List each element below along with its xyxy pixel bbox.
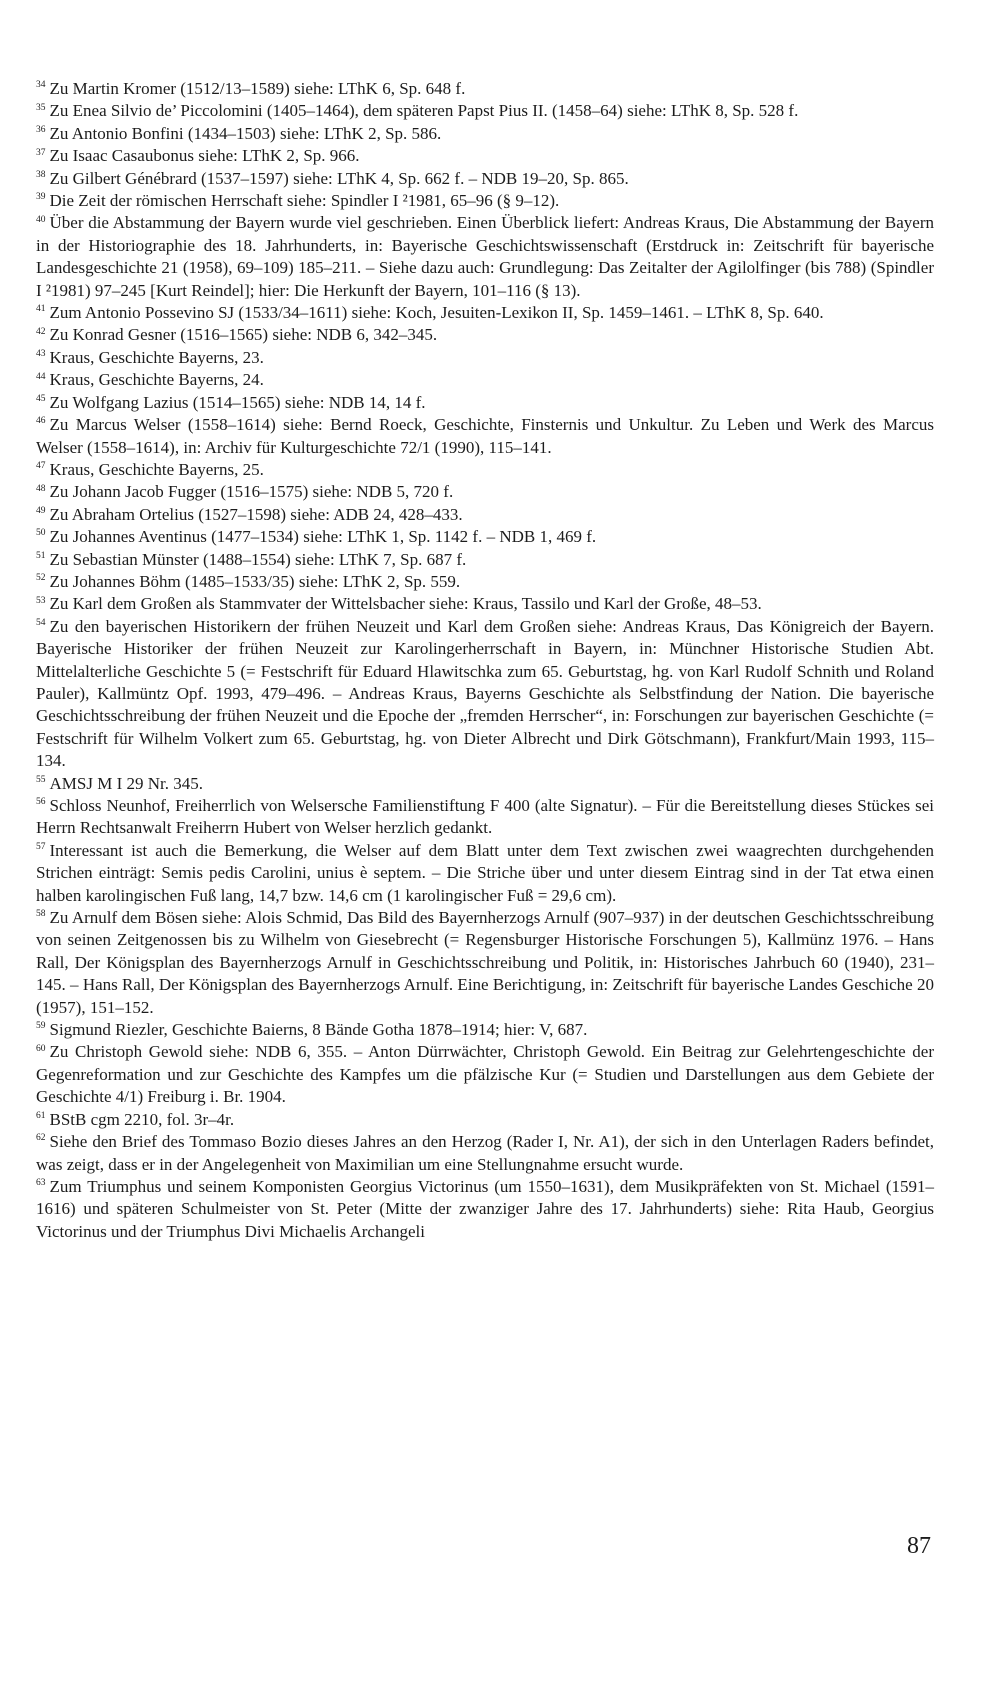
footnote-50 (36, 526, 934, 548)
footnote-number: 57 (36, 842, 46, 853)
footnote-52 (36, 571, 934, 593)
footnote-number: 34 (36, 80, 46, 91)
footnote-text: Zu Enea Silvio de’ Piccolomini (1405–1464), dem späteren Papst Pius II. (1458–64) siehe: LThK 8, Sp. 528 f. (49, 101, 799, 121)
footnote-number: 60 (36, 1043, 46, 1054)
footnote-57 (36, 840, 934, 907)
footnote-number: 55 (36, 774, 46, 785)
footnote-39 (36, 190, 934, 212)
footnote-number: 51 (36, 550, 46, 561)
footnote-text: Zu Karl dem Großen als Stammvater der Wittelsbacher siehe: Kraus, Tassilo und Karl der Große, 48–53. (49, 594, 762, 614)
footnote-text: Kraus, Geschichte Bayerns, 23. (49, 347, 264, 367)
footnote-38 (36, 168, 934, 190)
footnote-text: Zu Antonio Bonfini (1434–1503) siehe: LThK 2, Sp. 586. (49, 123, 442, 143)
footnote-text: Zu Christoph Gewold siehe: NDB 6, 355. – Anton Dürrwächter, Christoph Gewold. Ein Beitrag zur Gelehrtengeschichte der Gegenreformation und zur Geschichte des Kampfes um die pfälzische Kur (= Studien und Darstellungen aus dem Gebiete der Geschichte 4/1) Freiburg i. Br. 1904. (36, 1042, 934, 1107)
footnote-34 (36, 78, 934, 100)
footnote-text: Kraus, Geschichte Bayerns, 25. (49, 459, 264, 479)
footnote-number: 41 (36, 304, 46, 315)
footnote-number: 45 (36, 394, 46, 405)
footnote-53 (36, 593, 934, 615)
footnote-text: Zu Isaac Casaubonus siehe: LThK 2, Sp. 966. (49, 146, 360, 166)
footnote-number: 49 (36, 506, 46, 517)
footnote-35 (36, 100, 934, 122)
footnote-text: Zu Konrad Gesner (1516–1565) siehe: NDB 6, 342–345. (49, 325, 438, 345)
footnote-40 (36, 212, 934, 302)
footnote-text: Zu Marcus Welser (1558–1614) siehe: Bernd Roeck, Geschichte, Finsternis und Unkultur. Zu Leben und Werk des Marcus Welser (1558–1614), in: Archiv für Kulturgeschichte 72/1 (1990), 115–141. (36, 415, 934, 457)
footnote-text: Sigmund Riezler, Geschichte Baierns, 8 Bände Gotha 1878–1914; hier: V, 687. (49, 1020, 588, 1040)
footnote-46 (36, 414, 934, 459)
footnote-number: 40 (36, 214, 46, 225)
footnote-text: Die Zeit der römischen Herrschaft siehe: Spindler I ²1981, 65–96 (§ 9–12). (49, 191, 560, 211)
footnote-number: 46 (36, 416, 46, 427)
footnote-62 (36, 1131, 934, 1176)
footnote-63 (36, 1176, 934, 1243)
footnote-number: 42 (36, 326, 46, 337)
footnote-text: Schloss Neunhof, Freiherrlich von Welsersche Familienstiftung F 400 (alte Signatur). – Für die Bereitstellung dieses Stückes sei Herrn Rechtsanwalt Freiherrn Hubert von Welser herzlich gedankt. (36, 796, 934, 838)
footnote-number: 48 (36, 483, 46, 494)
footnote-42 (36, 324, 934, 346)
footnote-text: Siehe den Brief des Tommaso Bozio dieses Jahres an den Herzog (Rader I, Nr. A1), der sich in den Unterlagen Raders befindet, was zeigt, dass er in der Angelegenheit von Maximilian um eine Stellungnahme ersucht wurde. (36, 1132, 934, 1174)
footnote-text: Zu Wolfgang Lazius (1514–1565) siehe: NDB 14, 14 f. (49, 392, 426, 412)
footnote-number: 52 (36, 573, 46, 584)
footnote-56 (36, 795, 934, 840)
footnote-number: 59 (36, 1021, 46, 1032)
footnote-text: Zu den bayerischen Historikern der frühen Neuzeit und Karl dem Großen siehe: Andreas Kraus, Das Königreich der Bayern. Bayerische Historiker der frühen Neuzeit zur Karolingerherrschaft in Bayern, in: Münchner Historische Studien Abt. Mittelalterliche Geschichte 5 (= Festschrift für Eduard Hlawitschka zum 65. Geburtstag, hg. von Karl Rudolf Schnith und Roland Pauler), Kallmüntz Opf. 1993, 479–496. – Andreas Kraus, Bayerns Geschichte als Selbstfindung der Nation. Die bayerische Geschichtsschreibung der frühen Neuzeit und die Epoche der „fremden Herrscher“, in: Forschungen zur bayerischen Geschichte (= Festschrift für Wilhelm Volkert zum 65. Geburtstag, hg. von Dieter Albrecht und Dirk Götschmann), Frankfurt/Main 1993, 115–134. (36, 616, 934, 771)
footnote-number: 56 (36, 797, 46, 808)
footnote-44 (36, 369, 934, 391)
footnote-number: 39 (36, 192, 46, 203)
footnote-59 (36, 1019, 934, 1041)
footnote-text: Zu Martin Kromer (1512/13–1589) siehe: LThK 6, Sp. 648 f. (49, 79, 466, 98)
footnote-47 (36, 459, 934, 481)
footnote-text: Interessant ist auch die Bemerkung, die Welser auf dem Blatt unter dem Text zwischen zwei waagrechten durchgehenden Strichen einträgt: Semis pedis Carolini, unius è septem. – Die Striche über und unter diesem Eintrag sind in der Tat etwa einen halben karolingischen Fuß lang, 14,7 bzw. 14,6 cm (1 karolingischer Fuß = 29,6 cm). (36, 840, 934, 905)
footnote-number: 44 (36, 371, 46, 382)
page-number: 87 (907, 1533, 931, 1559)
footnote-text: Zu Gilbert Génébrard (1537–1597) siehe: LThK 4, Sp. 662 f. – NDB 19–20, Sp. 865. (49, 168, 629, 188)
footnote-text: BStB cgm 2210, fol. 3r–4r. (49, 1109, 235, 1129)
footnote-number: 54 (36, 618, 46, 629)
footnote-51 (36, 549, 934, 571)
footnote-number: 58 (36, 909, 46, 920)
footnote-text: Zu Arnulf dem Bösen siehe: Alois Schmid, Das Bild des Bayernherzogs Arnulf (907–937) in der deutschen Geschichtsschreibung von seinen Zeitgenossen bis zu Wilhelm von Giesebrecht (= Regensburger Historische Forschungen 5), Kallmünz 1976. – Hans Rall, Der Königsplan des Bayernherzogs Arnulf in Geschichtsschreibung und Politik, in: Historisches Jahrbuch 60 (1940), 231–145. – Hans Rall, Der Königsplan des Bayernherzogs Arnulf. Eine Berichtigung, in: Zeitschrift für bayerische Landes Geschiche 20 (1957), 151–152. (36, 908, 934, 1017)
footnote-number: 50 (36, 528, 46, 539)
footnotes-list (36, 78, 934, 1243)
footnote-number: 35 (36, 102, 46, 113)
footnote-number: 43 (36, 349, 46, 360)
footnote-number: 63 (36, 1178, 46, 1189)
footnote-54 (36, 616, 934, 773)
footnote-text: AMSJ M I 29 Nr. 345. (49, 773, 203, 793)
footnote-58 (36, 907, 934, 1019)
footnote-number: 53 (36, 595, 46, 606)
footnote-60 (36, 1041, 934, 1108)
footnote-49 (36, 504, 934, 526)
footnote-43 (36, 347, 934, 369)
footnote-text: Zum Antonio Possevino SJ (1533/34–1611) siehe: Koch, Jesuiten-Lexikon II, Sp. 1459–1461. – LThK 8, Sp. 640. (49, 303, 824, 323)
footnote-text: Über die Abstammung der Bayern wurde viel geschrieben. Einen Überblick liefert: Andreas Kraus, Die Abstammung der Bayern in der Historiographie des 18. Jahrhunderts, in: Bayerische Geschichtswissenschaft (Erstdruck in: Zeitschrift für bayerische Landesgeschichte 21 (1958), 69–109) 185–211. – Siehe dazu auch: Grundlegung: Das Zeitalter der Agilolfinger (bis 788) (Spindler I ²1981) 97–245 [Kurt Reindel]; hier: Die Herkunft der Bayern, 101–116 (§ 13). (36, 213, 934, 300)
footnote-text: Zu Sebastian Münster (1488–1554) siehe: LThK 7, Sp. 687 f. (49, 549, 467, 569)
footnote-text: Zu Johannes Böhm (1485–1533/35) siehe: LThK 2, Sp. 559. (49, 571, 461, 591)
footnote-number: 37 (36, 147, 46, 158)
footnote-text: Kraus, Geschichte Bayerns, 24. (49, 370, 264, 390)
footnote-number: 62 (36, 1133, 46, 1144)
footnote-41 (36, 302, 934, 324)
footnote-number: 61 (36, 1111, 46, 1122)
footnote-text: Zum Triumphus und seinem Komponisten Georgius Victorinus (um 1550–1631), dem Musikpräfekten von St. Michael (1591–1616) und späteren Schulmeister von St. Peter (Mitte der zwanziger Jahre des 17. Jahrhunderts) siehe: Rita Haub, Georgius Victorinus und der Triumphus Divi Michaelis Archangeli (36, 1176, 934, 1241)
footnote-55 (36, 773, 934, 795)
footnote-45 (36, 392, 934, 414)
footnote-48 (36, 481, 934, 503)
footnote-36 (36, 123, 934, 145)
footnote-number: 47 (36, 461, 46, 472)
footnote-number: 38 (36, 169, 46, 180)
footnote-61 (36, 1109, 934, 1131)
footnote-37 (36, 145, 934, 167)
footnote-number: 36 (36, 125, 46, 136)
footnote-text: Zu Abraham Ortelius (1527–1598) siehe: ADB 24, 428–433. (49, 504, 463, 524)
footnote-text: Zu Johann Jacob Fugger (1516–1575) siehe: NDB 5, 720 f. (49, 482, 454, 502)
footnote-text: Zu Johannes Aventinus (1477–1534) siehe: LThK 1, Sp. 1142 f. – NDB 1, 469 f. (49, 527, 597, 547)
